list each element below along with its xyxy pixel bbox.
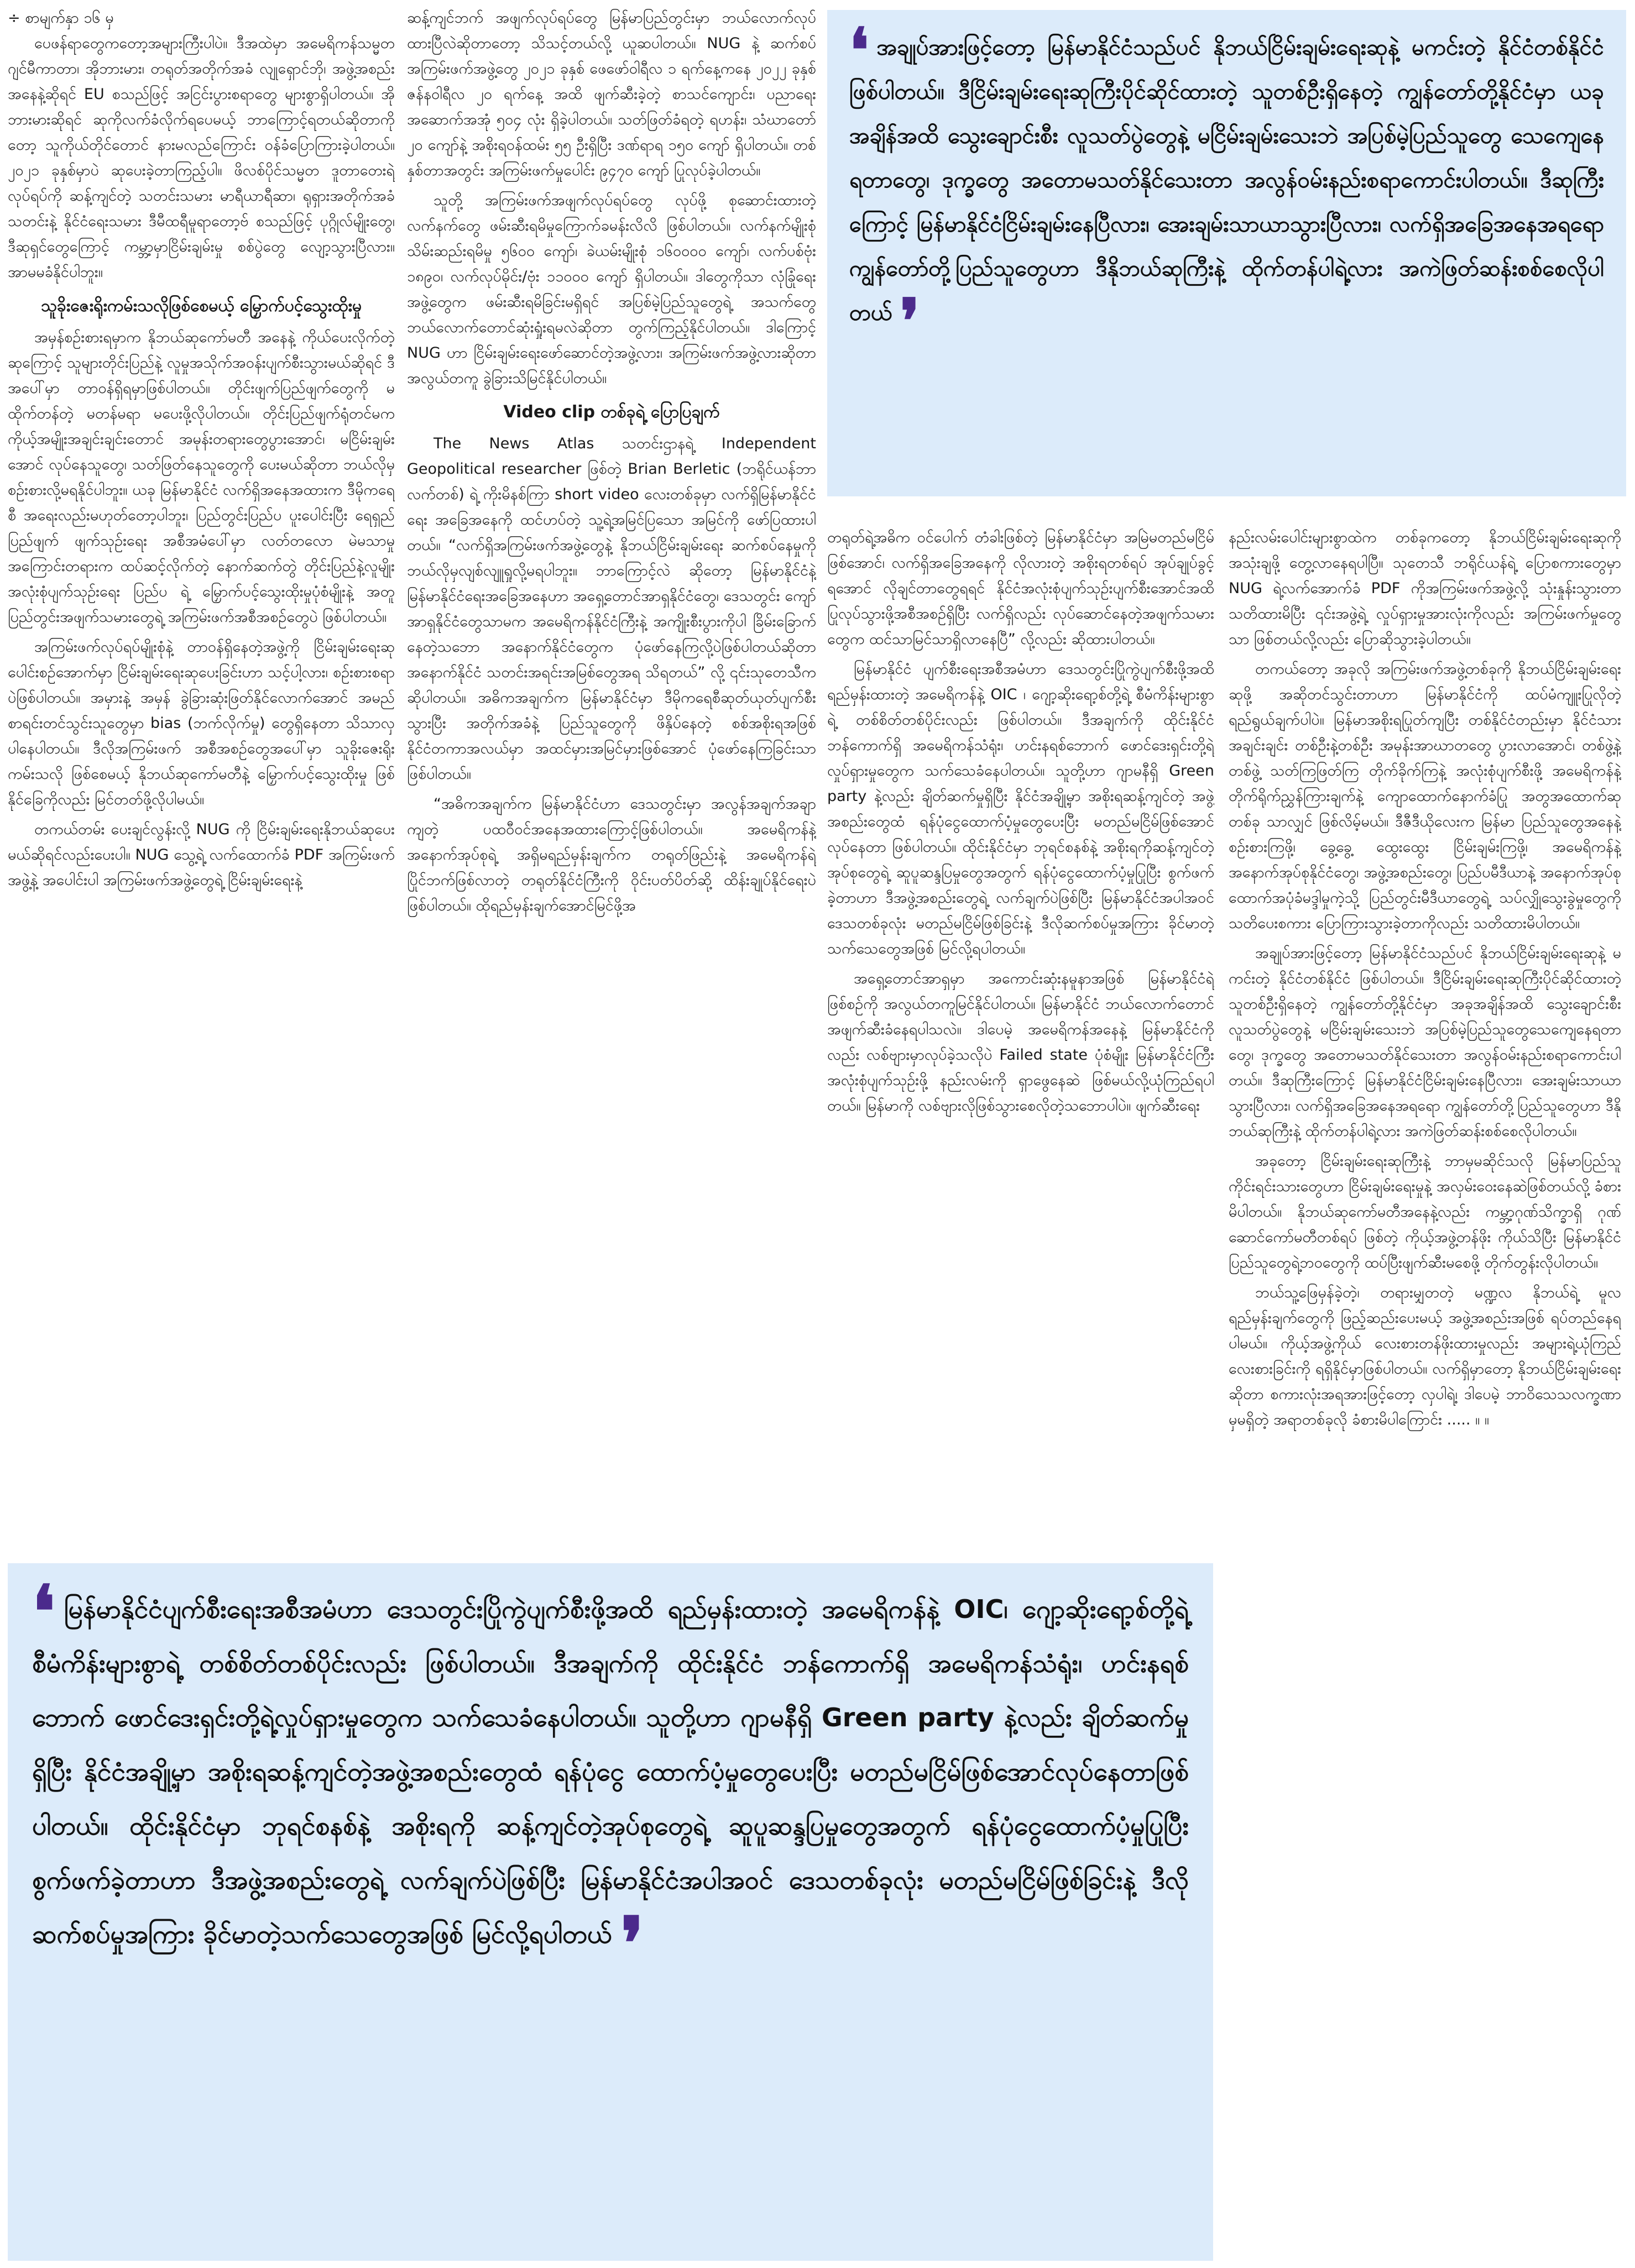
col3-paragraph-3: အရှေ့တောင်အာရှမှာ အကောင်းဆုံးနမူနာအဖြစ် မြန်မာနိုင်ငံရဲ့ဖြစ်စဉ်ကို အလွယ်တကူမြင်နိုင်ပါတယ်။ မြန်မာနိုင်ငံ ဘယ်လောက်တောင် အဖျက်ဆီးခံနေရပါသလဲ။ ဒါပေမဲ့ အမေရိကန်အနေနဲ့ မြန်မာနိုင်ငံကိုလည်း လစ်ဗျားမှာလုပ်ခဲ့သလိုပဲ Failed state ပုံစံမျိုး မြန်မာနိုင်ငံကြီး အလုံးစုံပျက်သုဉ်းဖို့ နည်းလမ်းကို ရှာဖွေနေဆဲ ဖြစ်မယ်လို့ယုံကြည်ရပါတယ်။ မြန်မာကို လစ်ဗျားလိုဖြစ်သွားစေလိုတဲ့သဘောပါပဲ။ ဖျက်ဆီးရေး (827, 970, 1214, 1114)
col1-paragraph-2: အမှန်စဉ်းစားရမှာက နိုဘယ်ဆုကော်မတီ အနေနဲ့ ကိုယ်ပေးလိုက်တဲ့ဆုကြောင့် သူများတိုင်းပြည်နဲ့ လူမှုအသိုက်အဝန်းပျက်စီးသွားမယ်ဆိုရင် ဒီအပေါ်မှာ တာဝန်ရှိရမှာဖြစ်ပါတယ်။ တိုင်းဖျက်ပြည်ဖျက်တွေကို မထိုက်တန်တဲ့ မတန်မရာ မပေးဖို့လိုပါတယ်။ တိုင်းပြည်ဖျက်ရုံတင်မက ကိုယ့်အမျိုးအချင်းချင်းတောင် အမုန်းတရားတွေပွားအောင်၊ မငြိမ်းချမ်းအောင် လုပ်နေသူတွေ၊ သတ်ဖြတ်နေသူတွေကို ပေးမယ်ဆိုတာ ဘယ်လိုမှ စဉ်းစားလို့မရနိုင်ပါဘူး။ ယခု မြန်မာနိုင်ငံ လက်ရှိအနေအထားက ဒီမိုကရေစီ အရေးလည်းမဟုတ်တော့ပါဘူး၊ ပြည်တွင်းပြည်ပ ပူးပေါင်းပြီး ရေရှည်ပြည်ဖျက် ဖျက်သုဉ်းရေး အစီအမံပေါ်မှာ လတ်တလော မဲမသာမှုအကြောင်းတရားက ထပ်ဆင့်လိုက်တဲ့ နောက်ဆက်တွဲ တိုင်းပြည်နဲ့လူမျိုး အလုံးစုံပျက်သုဉ်းရေး ပြည်ပ ရဲ့ မြှောက်ပင့်သွေးထိုးမှုပုံစံမျိုးနဲ့ အတူ ပြည်တွင်းအဖျက်သမားတွေရဲ့ အကြမ်းဖက်အစီအစဉ်တွေပဲ ဖြစ်ပါတယ်။ (8, 329, 395, 626)
col2-paragraph-1: ဆန့်ကျင်ဘက် အဖျက်လုပ်ရပ်တွေ မြန်မာပြည်တွင်းမှာ ဘယ်လောက်လုပ်ထားပြီလဲဆိုတာတော့ သိသင့်တယ်လို့ ယူဆပါတယ်။ NUG နဲ့ ဆက်စပ်အကြမ်းဖက်အဖွဲ့တွေ ၂၀၂၁ ခုနှစ် ဖေဖော်ဝါရီလ ၁ ရက်နေ့ကနေ ၂၀၂၂ ခုနှစ် ဇန်နဝါရီလ ၂၀ ရက်နေ့ အထိ ဖျက်ဆီးခဲ့တဲ့ စာသင်ကျောင်း၊ ပညာရေးအဆောက်အအုံ ၅၀၄ လုံး ရှိခဲ့ပါတယ်။ သတ်ဖြတ်ခံရတဲ့ ရဟန်း၊ သံဃာတော် ၂၀ ကျော်နဲ့ အစိုးရဝန်ထမ်း ၅၅ ဦးရှိပြီး ဒဏ်ရာရ ၁၅၀ ကျော် ရှိပါတယ်။ တစ်နှစ်တာအတွင်း အကြမ်းဖက်မှုပေါင်း ၉၄၇၀ ကျော် ပြုလုပ်ခဲ့ပါတယ်။ (407, 9, 816, 179)
col1-subheading: သူခိုးဇေးရိုးကမ်းသလိုဖြစ်စေမယ့် မြှောက်ပင့်သွေးထိုးမှု (40, 296, 362, 316)
column-3 (827, 525, 1214, 1537)
col4-paragraph-4: အခုတော့ ငြိမ်းချမ်းရေးဆုကြီးနဲ့ ဘာမှမဆိုင်သလို မြန်မာပြည်သူ ကိုင်းရင်းသားတွေဟာ ငြိမ်းချမ်းရေးမှုနဲ့ အလှမ်းဝေးနေဆဲဖြစ်တယ်လို့ ခံစားမိပါတယ်။ နိုဘယ်ဆုကော်မတီအနေနဲ့လည်း ကမ္ဘာ့ဂုဏ်သိက္ခာရှိ ဂုဏ်ဆောင်ကော်မတီတစ်ရပ် ဖြစ်တဲ့ ကိုယ့်အဖွဲ့တန်ဖိုး ကိုယ်သိပြီး မြန်မာနိုင်ငံပြည်သူတွေရဲ့ဘဝတွေကို ထပ်ပြီးဖျက်ဆီးမစေဖို့ တိုက်တွန်းလိုပါတယ်။ (1229, 1153, 1621, 1271)
col3-paragraph-2: မြန်မာနိုင်ငံ ပျက်စီးရေးအစီအမံဟာ ဒေသတွင်းပြိုကွဲပျက်စီးဖို့အထိ ရည်မှန်းထားတဲ့ အမေရိကန်နဲ့ OIC ၊ ဂျော့ဆိုးရော့စ်တို့ရဲ့ စီမံကိန်းများစွာရဲ့ တစ်စိတ်တစ်ပိုင်းလည်း ဖြစ်ပါတယ်။ ဒီအချက်ကို ထိုင်းနိုင်ငံ ဘန်ကောက်ရှိ အမေရိကန်သံရုံး၊ ဟင်းနရစ်ဘောက် ဖောင်ဒေးရှင်းတို့ရဲ့လှုပ်ရှားမှုတွေက သက်သေခံနေပါတယ်။ သူတို့ဟာ ဂျာမနီရှိ Green party နဲ့လည်း ချိတ်ဆက်မှုရှိပြီး နိုင်ငံအချို့မှာ အစိုးရဆန့်ကျင်တဲ့ အဖွဲ့အစည်းတွေထံ ရန်ပုံငွေထောက်ပံ့မှုတွေပေးပြီး မတည်မငြိမ်ဖြစ်အောင်လုပ်နေတာ ဖြစ်ပါတယ်။ ထိုင်းနိုင်ငံမှာ ဘုရင်စနစ်နဲ့ အစိုးရကိုဆန့်ကျင်တဲ့အုပ်စုတွေရဲ့ ဆူပူဆန္ဒပြမှုတွေအတွက် ရန်ပုံငွေထောက်ပံ့မှုပြုပြီး စွက်ဖက်ခဲ့တာဟာ ဒီအဖွဲ့အစည်းတွေရဲ့ လက်ချက်ပဲဖြစ်ပြီး မြန်မာနိုင်ငံအပါအဝင် ဒေသတစ်ခုလုံး မတည်မငြိမ်ဖြစ်ခြင်းနဲ့ ဒီလိုဆက်စပ်မှုအကြား ခိုင်မာတဲ့သက်သေတွေအဖြစ် မြင်လို့ရပါတယ်။ (827, 661, 1214, 957)
close-quote-mark: ❜ (900, 285, 920, 357)
col3-paragraph-1: တရုတ်ရဲ့အဓိက ဝင်ပေါက် တံခါးဖြစ်တဲ့ မြန်မာနိုင်ငံမှာ အမြဲမတည်မငြိမ်ဖြစ်အောင်၊ လက်ရှိအခြေအနေကို လိုလားတဲ့ အစိုးရတစ်ရပ် အုပ်ချုပ်ခွင့်ရအောင် လိုချင်တာတွေရရင် နိုင်ငံအလုံးစုံပျက်သုဉ်းပျက်စီးအောင်အထိ ပြုလုပ်သွားဖို့အစီအစဉ်ရှိပြီး လက်ရှိလည်း လုပ်ဆောင်နေတဲ့အဖျက်သမားတွေက ထင်သာမြင်သာရှိလာနေပြီ” လို့လည်း ဆိုထားပါတယ်။ (827, 529, 1214, 648)
col1-paragraph-3: အကြမ်းဖက်လုပ်ရပ်မျိုးစုံနဲ့ တာဝန်ရှိနေတဲ့အဖွဲ့ကို ငြိမ်းချမ်းရေးဆုပေါင်းစဉ်အောက်မှာ ငြိမ်းချမ်းရေးဆုပေးခြင်းဟာ သင့်ပါ့လား၊ စဉ်းစားစရာပဲဖြစ်ပါတယ်။ အမှားနဲ့ အမှန် ခွဲခြားဆုံးဖြတ်နိုင်လောက်အောင် အမည်စာရင်းတင်သွင်းသူတွေမှာ bias (ဘက်လိုက်မှု) တွေရှိနေတာ သိသာလှပါနေပါတယ်။ ဒီလိုအကြမ်းဖက် အစီအစဉ်တွေအပေါ်မှာ သူခိုးဇေးရိုးကမ်းသလို ဖြစ်စေမယ့် နိုဘယ်ဆုကော်မတီနဲ့ မြှောက်ပင့်သွေးထိုးမှု ဖြစ်နိုင်ခြေကိုလည်း မြင်တတ်ဖို့လိုပါမယ်။ (8, 638, 395, 808)
pull-quote-bottom (8, 1563, 1213, 2261)
col4-paragraph-2: တကယ်တော့ အခုလို အကြမ်းဖက်အဖွဲ့တစ်ခုကို နိုဘယ်ငြိမ်းချမ်းရေးဆုဖို့ အဆိုတင်သွင်းတာဟာ မြန်မာနိုင်ငံကို ထပ်မံကျူးပြုလိုတဲ့ ရည်ရွယ်ချက်ပါပဲ။ မြန်မာအစိုးရပြုတ်ကျပြီး တစ်နိုင်ငံတည်းမှာ နိုင်ငံသားအချင်းချင်း တစ်ဦးနဲ့တစ်ဦး အမုန်းအာဃာတတွေ ပွားလာအောင်၊ တစ်ဖွဲ့နဲ့တစ်ဖွဲ့ သတ်ကြဖြတ်ကြ တိုက်ခိုက်ကြနဲ့ အလုံးစုံပျက်စီးဖို့ အမေရိကန်နဲ့ တိုက်ရိုက်ညွှန်ကြားချက်နဲ့ ကျောထောက်နောက်ခံပြု အတွအထောက်ဆုတစ်ခု သာလျှင် ဖြစ်လိမ့်မယ်။ ဒီဇီဒီယိုလေးက မြန်မာ ပြည်သူတွေအနေနဲ့စဉ်းစားကြဖို့၊ ခွေ့ခွေ့ ထွေးထွေး ငြိမ်းချမ်းကြဖို့၊ အမေရိကန်နဲ့ အနောက်အုပ်စုနိုင်ငံတွေ၊ အဖွဲ့အစည်းတွေ၊ ပြည်ပမီဒီယာနဲ့ အနောက်အုပ်စုထောက်အပုံခံမဒ္ဒါမှုကဲ့သို့ ပြည်တွင်းမီဒီယာတွေရဲ့ သပ်လျှိုသွေးခွဲမှုတွေကို သတိပေးစကား ပြောကြားသွားခဲ့တာကိုလည်း သတိထားမိပါတယ်။ (1229, 661, 1621, 932)
close-quote-mark: ❜ (620, 1901, 644, 1986)
col4-paragraph-3: အချုပ်အားဖြင့်တော့ မြန်မာနိုင်ငံသည်ပင် နိုဘယ်ငြိမ်းချမ်းရေးဆုနဲ့ မကင်းတဲ့ နိုင်ငံတစ်နိုင်ငံ ဖြစ်ပါတယ်။ ဒီငြိမ်းချမ်းရေးဆုကြီးပိုင်ဆိုင်ထားတဲ့ သူတစ်ဦးရှိနေတဲ့ ကျွန်တော်တို့နိုင်ငံမှာ အခုအချိန်အထိ သွေးချောင်းစီးလူသတ်ပွဲတွေနဲ့ မငြိမ်းချမ်းသေးဘဲ အပြစ်မဲ့ပြည်သူတွေသေကျေနေရတာတွေ၊ ဒုက္ခတွေ အတောမသတ်နိုင်သေးတာ အလွန်ဝမ်းနည်းစရာကောင်းပါတယ်။ ဒီဆုကြီးကြောင့် မြန်မာနိုင်ငံငြိမ်းချမ်းနေပြီလား၊ အေးချမ်းသာယာသွားပြီလား၊ လက်ရှိအခြေအနေအရရော ကျွန်တော်တို့ပြည်သူတွေဟာ ဒီနိုဘယ်ဆုကြီးနဲ့ ထိုက်တန်ပါရဲ့လား အကဲဖြတ်ဆန်းစစ်စေလိုပါတယ်။ (1229, 945, 1621, 1140)
col2-paragraph-4: “အဓိကအချက်က မြန်မာနိုင်ငံဟာ ဒေသတွင်းမှာ အလွန်အချက်အချာကျတဲ့ ပထဝီဝင်အနေအထားကြောင့်ဖြစ်ပါတယ်။ အမေရိကန်နဲ့ အနောက်အုပ်စုရဲ့ အရှိမရည်မှန်းချက်က တရုတ်ဖြည်းနဲ့ အမေရိကန်ရဲ့ပြိုင်ဘက်ဖြစ်လာတဲ့ တရုတ်နိုင်ငံကြီးကို ဝိုင်းပတ်ပိတ်ဆို့ ထိန်းချုပ်နိုင်ရေးပဲ ဖြစ်ပါတယ်။ ထိုရည်မှန်းချက်အောင်မြင်ဖို့အ (407, 795, 816, 914)
column-2 (407, 6, 816, 1548)
open-quote-mark: ❛ (32, 1569, 55, 1654)
col4-paragraph-1: နည်းလမ်းပေါင်းများစွာထဲက တစ်ခုကတော့ နိုဘယ်ငြိမ်းချမ်းရေးဆုကို အသုံးချဖို့ တွေ့လာနေရပါပြီ။ သုတေသီ ဘရိုင်ယန်ရဲ့ ပြောစကားတွေမှာ NUG ရဲ့လက်အောက်ခံ PDF ကိုအကြမ်းဖက်အဖွဲ့လို့ သုံးနှုန်းသွားတာ သတိထားမိပြီး ၎င်းအဖွဲ့ရဲ့ လှုပ်ရှားမှုအားလုံးကိုလည်း အကြမ်းဖက်မှုတွေသာ ဖြစ်တယ်လို့လည်း ပြောဆိုသွားခဲ့ပါတယ်။ (1229, 529, 1621, 648)
column-1 (8, 6, 395, 1548)
col2-paragraph-2: သူတို့ အကြမ်းဖက်အဖျက်လုပ်ရပ်တွေ လုပ်ဖို့ စုဆောင်းထားတဲ့ လက်နက်တွေ ဖမ်းဆီးရမိမှုကြောက်ခမန်းလိလိ ဖြစ်ပါတယ်။ လက်နက်မျိုးစုံ သိမ်းဆည်းရမိမှု ၅၆၀၀ ကျော်၊ ခဲယမ်းမျိုးစုံ ၁၆၀၀၀၀ ကျော်၊ လက်ပစ်ဗုံး ၁၈၉၀၊ လက်လုပ်မိုင်း/ဗုံး ၁၁၀၀၀ ကျော် ရှိပါတယ်။ ဒါတွေကိုသာ လုံခြုံရေးအဖွဲ့တွေက ဖမ်းဆီးရမိခြင်းမရှိရင် အပြစ်မဲ့ပြည်သူတွေရဲ့ အသက်တွေ ဘယ်လောက်တောင်ဆုံးရှုံးရမလဲဆိုတာ တွက်ကြည့်နိုင်ပါတယ်။ ဒါကြောင့် NUG ဟာ ငြိမ်းချမ်းရေးဖော်ဆောင်တဲ့အဖွဲ့လား၊ အကြမ်းဖက်အဖွဲ့လားဆိုတာ အလွယ်တကူ ခွဲခြားသိမြင်နိုင်ပါတယ်။ (407, 192, 816, 387)
pull-quote-top (827, 10, 1626, 496)
open-quote-mark: ❛ (849, 14, 869, 86)
col1-paragraph-4: တကယ်တမ်း ပေးချင်လွန်းလို့ NUG ကို ငြိမ်းချမ်းရေးနိုဘယ်ဆုပေးမယ်ဆိုရင်လည်းပေးပါ။ NUG သွေ့ရဲ့ လက်ထောက်ခံ PDF အကြမ်းဖက်အဖွဲ့နဲ့ အပေါင်းပါ အကြမ်းဖက်အဖွဲ့တွေရဲ့ ငြိမ်းချမ်းရေးနဲ့ (8, 821, 395, 889)
col2-subheading: Video clip တစ်ခုရဲ့ ပြောပြချက် (503, 402, 720, 422)
col1-paragraph-1: ပေဖန်ရာတွေကတော့အများကြီးပါပဲ။ ဒီအထဲမှာ အမေရိကန်သမ္မတ ဂျင်မီကာတာ၊ အိုဘားမား၊ တရုတ်အတိုက်အခံ လျုရှောင်ဘို၊ အဖွဲ့အစည်းအနေနဲ့ဆိုရင် EU စသည်ဖြင့် အငြင်းပွားစရာတွေ များစွာရှိပါတယ်။ အိုဘားမားဆိုရင် ဆုကိုလက်ခံလိုက်ရပေမယ့် ဘာကြောင့်ရတယ်ဆိုတာကိုတော့ သူကိုယ်တိုင်တောင် နားမလည်ကြောင်း ဝန်ခံပြောကြားခဲ့ပါတယ်။ ၂၀၂၁ ခုနှစ်မှာပဲ ဆုပေးခဲ့တာကြည့်ပါ။ ဖိလစ်ပိုင်သမ္မတ ဒူတာတေးရဲ့လုပ်ရပ်ကို ဆန့်ကျင်တဲ့ သတင်းသမား မာရီယာရီဆာ၊ ရုရှားအတိုက်အခံသတင်းနဲ့ နိုင်ငံရေးသမား ဒီမီထရီမူရာတော့ဗ် စသည်ဖြင့် ပုဂ္ဂိုလ်မျိုးတွေ၊ ဒီဆုရှင်တွေကြောင့် ကမ္ဘာ့မှာငြိမ်းချမ်းမှု စစ်ပွဲတွေ လျော့သွားပြီလား။ အာမမခံနိုင်ပါဘူး။ (8, 35, 395, 281)
col2-paragraph-3: The News Atlas သတင်းဌာနရဲ့ Independent Geopolitical researcher ဖြစ်တဲ့ Brian Berletic (ဘရိုင်ယန်ဘာလက်တစ်) ရဲ့ ကိုးမိနစ်ကြာ short video လေးတစ်ခုမှာ လက်ရှိမြန်မာနိုင်ငံရေး အခြေအနေကို ထင်ဟပ်တဲ့ သူ့ရဲ့အမြင်ပြသော အမြင်ကို ဖော်ပြထားပါတယ်။ “လက်ရှိအကြမ်းဖက်အဖွဲ့တွေနဲ့ နိုဘယ်ငြိမ်းချမ်းရေး ဆက်စပ်နေမှုကို ဘယ်လိုမှလျစ်လျူရှုလို့မရပါဘူး။ ဘာကြောင့်လဲ ဆိုတော့ မြန်မာနိုင်ငံနဲ့ မြန်မာနိုင်ငံရေးအခြေအနေဟာ အရှေ့တောင်အာရှနိုင်ငံတွေ၊ ဒေသတွင်း ကျော်အာရှနိုင်ငံတွေသာမက အမေရိကန်နိုင်ငံကြီးနဲ့ အကျိုးစီးပွားကိုပါ ခြိမ်းခြောက်နေတဲ့သဘော အနောက်နိုင်ငံတွေက ပုံဖော်နေကြလို့ပဲဖြစ်ပါတယ်ဆိုတာ အနောက်နိုင်ငံ သတင်းအရင်းအမြစ်တွေအရ သိရတယ်” လို့ ၎င်းသုတေသီက ဆိုပါတယ်။ အဓိကအချက်က မြန်မာနိုင်ငံမှာ ဒီမိုကရေစီဆုတ်ယုတ်ပျက်စီးသွားပြီး အတိုက်အခံနဲ့ ပြည်သူတွေကို ဖိနှိပ်နေတဲ့ စစ်အစိုးရအဖြစ် နိုင်ငံတကာအလယ်မှာ အထင်မှားအမြင်မှားဖြစ်အောင် ပုံဖော်နေကြခြင်းသာဖြစ်ပါတယ်။ (407, 435, 816, 783)
col4-paragraph-5: ဘယ်သူ့ဖြေမှန်ခဲ့တဲ့၊ တရားမျှတတဲ့ မဏ္ဍလ နိုဘယ်ရဲ့ မူလရည်မှန်းချက်တွေကို ဖြည့်ဆည်းပေးမယ့် အဖွဲ့အစည်းအဖြစ် ရပ်တည်နေရပါမယ်။ ကိုယ့်အဖွဲ့ကိုယ် လေးစားတန်ဖိုးထားမှုလည်း အများရဲ့ယုံကြည်လေးစားခြင်းကို ရရှိနိုင်မှာဖြစ်ပါတယ်။ လက်ရှိမှာတော့ နိုဘယ်ငြိမ်းချမ်းရေးဆိုတာ စကားလုံးအရအားဖြင့်တော့ လှပါရဲ့၊ ဒါပေမဲ့ ဘာဝိသေသလက္ခဏာမှမရှိတဲ့ အရာတစ်ခုလို ခံစားမိပါကြောင်း ..... ။ ။ (1229, 1284, 1621, 1428)
column-4 (1229, 525, 1621, 2258)
pull-quote-top-body: အချုပ်အားဖြင့်တော့ မြန်မာနိုင်ငံသည်ပင် နိုဘယ်ငြိမ်းချမ်းရေးဆုနဲ့ မကင်းတဲ့ နိုင်ငံတစ်နိုင်ငံ ဖြစ်ပါတယ်။ ဒီငြိမ်းချမ်းရေးဆုကြီးပိုင်ဆိုင်ထားတဲ့ သူတစ်ဦးရှိနေတဲ့ ကျွန်တော်တို့နိုင်ငံမှာ ယခုအချိန်အထိ သွေးချောင်းစီး လူသတ်ပွဲတွေနဲ့ မငြိမ်းချမ်းသေးဘဲ အပြစ်မဲ့ပြည်သူတွေ သေကျေနေရတာတွေ၊ ဒုက္ခတွေ အတောမသတ်နိုင်သေးတာ အလွန်ဝမ်းနည်းစရာကောင်းပါတယ်။ ဒီဆုကြီးကြောင့် မြန်မာနိုင်ငံငြိမ်းချမ်းနေပြီလား၊ အေးချမ်းသာယာသွားပြီလား၊ လက်ရှိအခြေအနေအရရော ကျွန်တော်တို့ပြည်သူတွေဟာ ဒီနိုဘယ်ဆုကြီးနဲ့ ထိုက်တန်ပါရဲ့လား အကဲဖြတ်ဆန်းစစ်စေလိုပါတယ် (849, 35, 1604, 326)
pull-quote-top-text (849, 14, 1604, 357)
pull-quote-bottom-body: မြန်မာနိုင်ငံပျက်စီးရေးအစီအမံဟာ ဒေသတွင်းပြိုကွဲပျက်စီးဖို့အထိ ရည်မှန်းထားတဲ့ အမေရိကန်နဲ့ OIC၊ ဂျော့ဆိုးရော့စ်တို့ရဲ့ စီမံကိန်းများစွာရဲ့ တစ်စိတ်တစ်ပိုင်းလည်း ဖြစ်ပါတယ်။ ဒီအချက်ကို ထိုင်းနိုင်ငံ ဘန်ကောက်ရှိ အမေရိကန်သံရုံး၊ ဟင်းနရစ်ဘောက် ဖောင်ဒေးရှင်းတို့ရဲ့လှုပ်ရှားမှုတွေက သက်သေခံနေပါတယ်။ သူတို့ဟာ ဂျာမနီရှိ Green party နဲ့လည်း ချိတ်ဆက်မှုရှိပြီး နိုင်ငံအချို့မှာ အစိုးရဆန့်ကျင်တဲ့အဖွဲ့အစည်းတွေထံ ရန်ပုံငွေ ထောက်ပံ့မှုတွေပေးပြီး မတည်မငြိမ်ဖြစ်အောင်လုပ်နေတာဖြစ်ပါတယ်။ ထိုင်းနိုင်ငံမှာ ဘုရင်စနစ်နဲ့ အစိုးရကို ဆန့်ကျင်တဲ့အုပ်စုတွေရဲ့ ဆူပူဆန္ဒပြမှုတွေအတွက် ရန်ပုံငွေထောက်ပံ့မှုပြုပြီး စွက်ဖက်ခဲ့တာဟာ ဒီအဖွဲ့အစည်းတွေရဲ့ လက်ချက်ပဲဖြစ်ပြီး မြန်မာနိုင်ငံအပါအဝင် ဒေသတစ်ခုလုံး မတည်မငြိမ်ဖြစ်ခြင်းနဲ့ ဒီလိုဆက်စပ်မှုအကြား ခိုင်မာတဲ့သက်သေတွေအဖြစ် မြင်လို့ရပါတယ် (32, 1594, 1189, 1949)
pull-quote-bottom-text (32, 1569, 1189, 1986)
continued-note: ÷ စာမျက်နှာ ၁၆ မှ (8, 9, 114, 27)
